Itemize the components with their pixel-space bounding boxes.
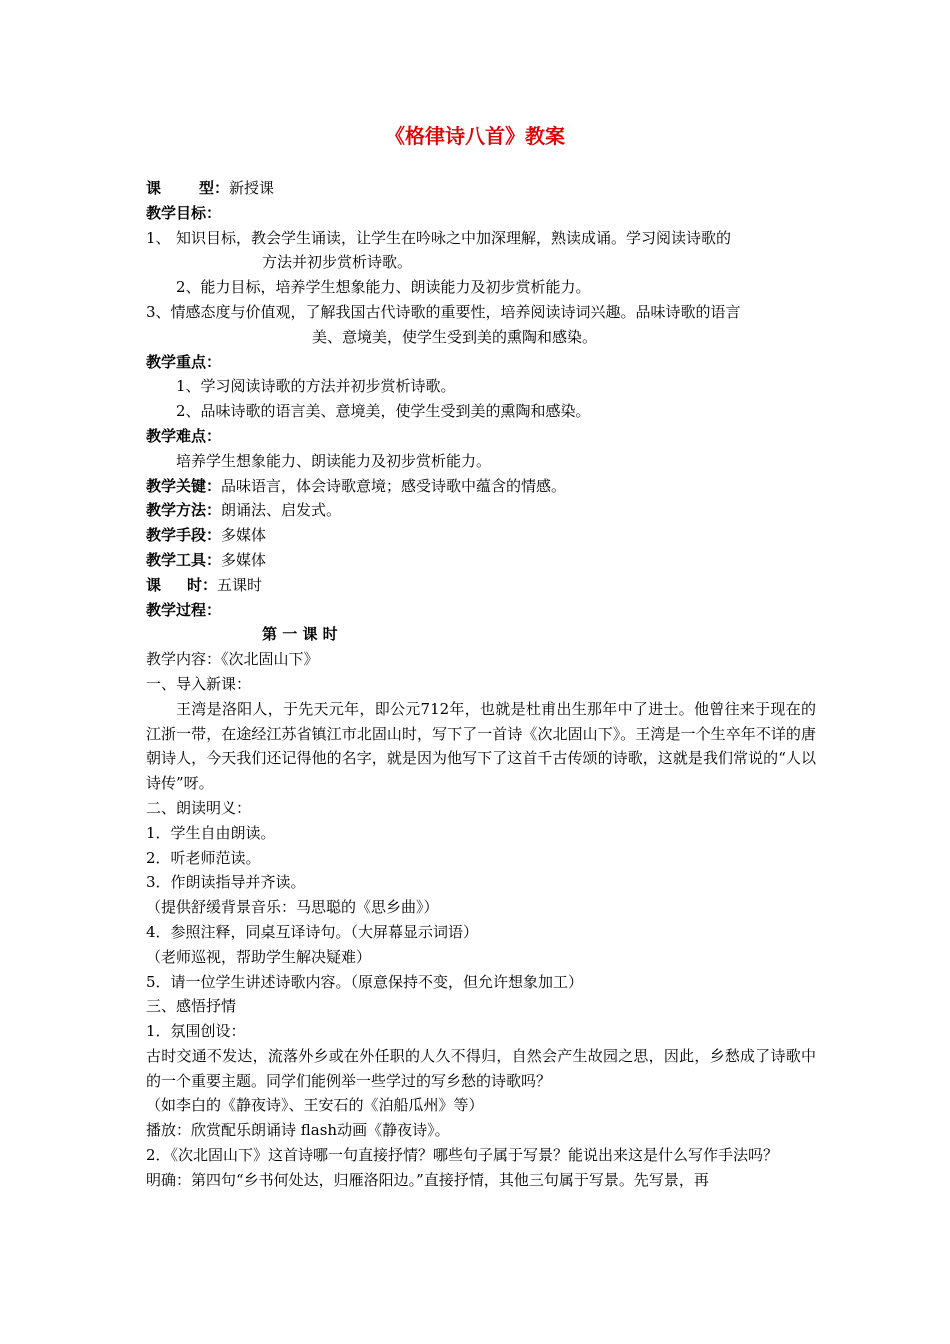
means-label: 教学手段：: [146, 526, 222, 545]
course-type-value: 新授课: [229, 179, 275, 197]
course-type-line: [146, 176, 816, 201]
reading-step-5: 5．请一位学生讲述诗歌内容。（原意保持不变，但允许想象加工）: [146, 972, 584, 991]
goal1-number: 1、: [146, 228, 171, 247]
reading-step-2: 2．听老师范读。: [146, 848, 261, 867]
reading-step-3-note: （提供舒缓背景音乐：马思聪的《思乡曲》）: [146, 898, 439, 917]
crux-line: [146, 474, 816, 499]
reading-step-3: 3．作朗读指导并齐读。: [146, 873, 306, 892]
process-label: 教学过程：: [146, 600, 222, 619]
goals-label: 教学目标：: [146, 203, 222, 222]
crux-value: 品味语言，体会诗歌意境；感受诗歌中蕴含的情感。: [221, 476, 567, 495]
hours-label-a: 课: [146, 575, 162, 594]
section2-heading: 二、朗读明义：: [146, 798, 252, 817]
step-1-play: 播放：欣赏配乐朗诵诗 flash动画《静夜诗》。: [146, 1121, 450, 1140]
course-type-label-b: 型：: [199, 179, 230, 197]
content-line: 教学内容：《次北固山下》: [146, 650, 319, 669]
tools-label: 教学工具：: [146, 550, 222, 569]
goal3-text-a: 3、情感态度与价值观，了解我国古代诗歌的重要性，培养阅读诗词兴趣。品味诗歌的语言: [146, 302, 741, 321]
means-line: [146, 523, 816, 548]
tools-line: [146, 548, 816, 573]
hours-label-b: 时：: [187, 575, 218, 594]
goal1-line-a: [146, 226, 816, 251]
goal3-text-b: 美、意境美，使学生受到美的熏陶和感染。: [312, 327, 598, 346]
step-2-answer: 明确：第四句“乡书何处达，归雁洛阳边。”直接抒情，其他三句属于写景。先写景，再: [146, 1170, 709, 1189]
method-line: [146, 498, 816, 523]
document-body: [146, 176, 816, 1193]
difficulty-1: 培养学生想象能力、朗读能力及初步赏析能力。: [176, 451, 492, 470]
reading-step-1: 1．学生自由朗读。: [146, 823, 276, 842]
intro-paragraph: 王湾是洛阳人，于先天元年，即公元712年，也就是杜甫出生那年中了进士。他曾往来于现在的江浙一带，在途经江苏省镇江市北固山时，写下了一首诗《次北固山下》。王湾是一个生卒年不详的唐朝诗人，今天我们还记得他的名字，就是因为他写下了这首千古传颂的诗歌，这就是我们常说的“人以诗传”呀。: [146, 699, 816, 793]
lesson1-heading: 第 一 课 时: [262, 625, 338, 644]
step-1-note: （如李白的《静夜诗》、王安石的《泊船瓜州》等）: [146, 1096, 484, 1115]
means-value: 多媒体: [221, 526, 267, 545]
reading-step-4-note: （老师巡视，帮助学生解决疑难）: [146, 947, 372, 966]
crux-label: 教学关键：: [146, 476, 222, 495]
tools-value: 多媒体: [221, 550, 267, 569]
goal2-text: 2、能力目标，培养学生想象能力、朗读能力及初步赏析能力。: [176, 278, 591, 297]
step-2-paragraph: 2．《次北固山下》这首诗哪一句直接抒情？哪些句子属于写景？能说出来这是什么写作手法吗？: [146, 1146, 779, 1165]
difficulty-label: 教学难点：: [146, 426, 222, 445]
method-label: 教学方法：: [146, 501, 222, 520]
course-type-label-a: 课: [146, 179, 162, 197]
key-point-2: 2、品味诗歌的语言美、意境美，使学生受到美的熏陶和感染。: [176, 402, 591, 421]
key-points-label: 教学重点：: [146, 352, 222, 371]
hours-value: 五课时: [217, 575, 263, 594]
method-value: 朗诵法、启发式。: [221, 501, 342, 520]
reading-step-4: 4．参照注释，同桌互译诗句。（大屏幕显示词语）: [146, 922, 479, 941]
section1-heading: 一、导入新课：: [146, 674, 252, 693]
step-1-heading: 1．氛围创设：: [146, 1022, 246, 1041]
hours-line: [146, 573, 816, 598]
step-1-paragraph: 古时交通不发达，流落外乡或在外任职的人久不得归，自然会产生故园之思，因此，乡愁成了诗歌中的一个重要主题。同学们能例举一些学过的写乡愁的诗歌吗？: [146, 1046, 816, 1090]
goal1-text-a: 知识目标，教会学生诵读，让学生在吟咏之中加深理解，熟读成诵。学习阅读诗歌的: [176, 228, 732, 247]
section3-heading: 三、感悟抒情: [146, 997, 237, 1016]
document-title: 《格律诗八首》教案: [385, 124, 565, 148]
key-point-1: 1、学习阅读诗歌的方法并初步赏析诗歌。: [176, 377, 456, 396]
goal1-text-b: 方法并初步赏析诗歌。: [262, 253, 413, 272]
